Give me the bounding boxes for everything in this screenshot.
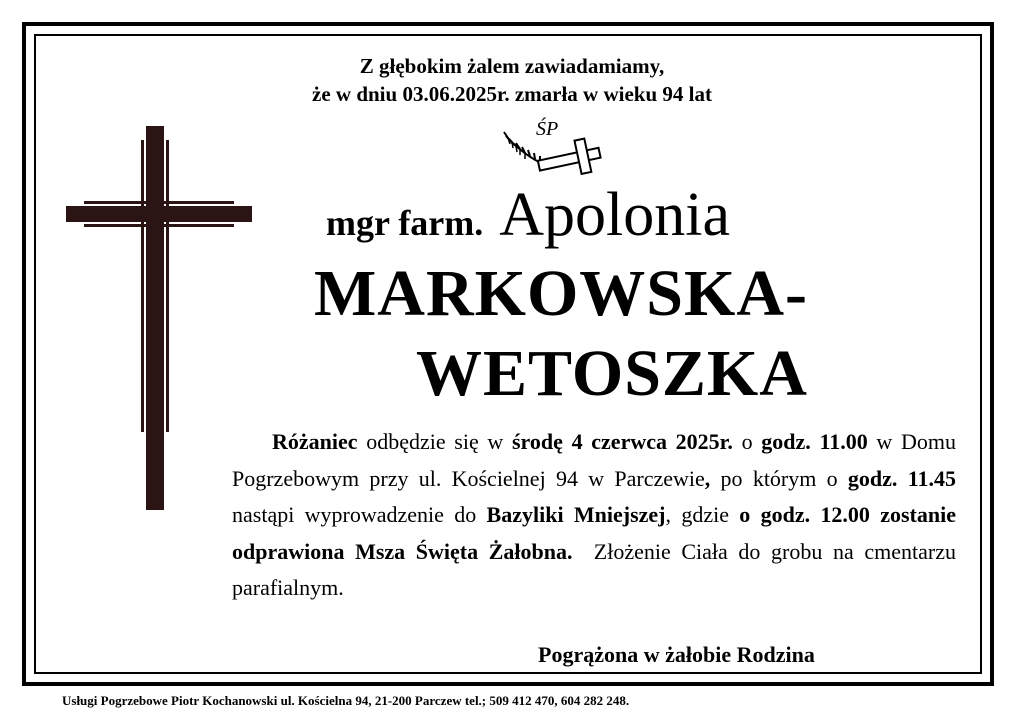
- surname-line-1: MARKOWSKA-: [314, 257, 808, 330]
- body-text-segment: , gdzie: [665, 502, 740, 527]
- latin-cross-icon: [62, 122, 256, 514]
- announcement-header: [0, 52, 1024, 108]
- rosary-label: Różaniec: [272, 429, 358, 454]
- funeral-details: [232, 424, 962, 607]
- body-comma: ,: [704, 465, 711, 491]
- family-signature: Pogrążona w żałobie Rodzina: [538, 642, 815, 667]
- body-text-segment: odbędzie się w: [357, 429, 512, 454]
- body-text-segment: o: [732, 429, 762, 454]
- basilica-name: Bazyliki Mniejszej: [486, 502, 666, 527]
- funeral-home-footer: Usługi Pogrzebowe Piotr Kochanowski ul. Kościelna 94, 21-200 Parczew tel.; 509 412 470, 604 282 248.: [62, 693, 630, 708]
- burial-info: Złożenie Ciała do grobu na cmentarzu parafialnym.: [232, 538, 962, 600]
- body-text-segment: w Domu Pogrzebowym przy ul. Kościelnej 94 w Parczewie: [232, 429, 956, 491]
- academic-title: mgr farm.: [326, 203, 484, 243]
- sp-label: ŚP: [536, 118, 559, 140]
- rosary-date: środę 4 czerwca 2025r.: [511, 429, 733, 454]
- mass-info: o godz. 12.00 zostanie odprawiona Msza Święta Żałobna.: [232, 502, 956, 564]
- deceased-name-line: [326, 180, 730, 251]
- header-line-1: Z głębokim żalem zawiadamiamy,: [359, 54, 665, 78]
- body-text-segment: po którym o: [710, 465, 848, 491]
- first-name: Apolonia: [499, 181, 731, 249]
- header-line-2: że w dniu 03.06.2025r. zmarła w wieku 94 lat: [312, 82, 712, 106]
- surname-line-2: WETOSZKA: [416, 337, 808, 410]
- body-text-segment: nastąpi wyprowadzenie do: [232, 502, 487, 527]
- procession-time: godz. 11.45: [847, 465, 956, 491]
- rosary-time: godz. 11.00: [761, 429, 868, 454]
